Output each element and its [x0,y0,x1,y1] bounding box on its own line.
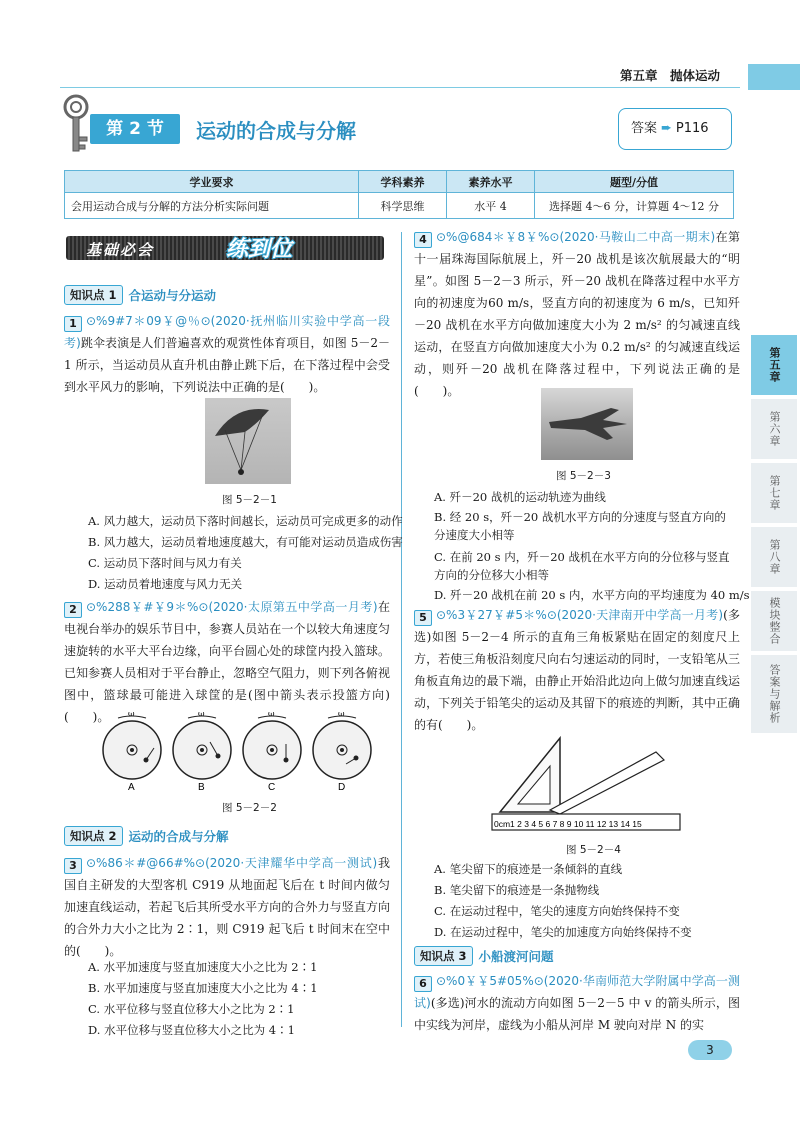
question-code: ⊙%0￥￥5#05%⊙ [436,974,544,988]
kp-title: 小船渡河问题 [478,949,554,964]
table-cell: 会用运动合成与分解的方法分析实际问题 [65,193,359,219]
tab-module[interactable]: 模块整合 [751,591,797,651]
header-rule [60,87,740,88]
option-d: D. 在运动过程中，笔尖的加速度方向始终保持不变 [434,925,692,939]
question-code: ⊙%86＊#@66#%⊙ [86,856,206,870]
chapter-title: 第五章 抛体运动 [620,68,721,83]
requirements-table [64,170,734,219]
diagram-label: C [268,782,276,792]
column-divider [401,232,402,1027]
answer-page: P116 [675,121,709,136]
page-number: 3 [688,1040,732,1060]
knowledge-point-1 [64,285,216,305]
section-badge: 第 2 节 [90,114,180,144]
page-header [0,0,800,90]
question-text: 跳伞表演是人们普遍喜欢的观赏性体育项目，如图 5－2－1 所示，当运动员从直升机由静止跳下后，在下落过程中会受到水平风力的影响，下列说法中正确的是( )。 [64,336,390,394]
option-c: C. 水平位移与竖直位移大小之比为 2∶1 [88,1002,295,1016]
omega-label: ω [198,712,205,718]
section-title: 运动的合成与分解 [196,119,356,143]
header-tab [748,64,800,90]
question-number: 1 [64,316,82,332]
option-c: C. 在前 20 s 内，歼－20 战机在水平方向的分位移与竖直方向的分位移大小相等 [434,550,730,582]
section-banner [66,232,384,266]
ruler-triangle-diagram [490,730,682,834]
option-d: D. 水平位移与竖直位移大小之比为 4∶1 [88,1023,295,1037]
tab-chapter-6[interactable]: 第六章 [751,399,797,459]
question-text: 在电视台举办的娱乐节目中，参赛人员站在一个以较大角速度匀速旋转的水平大平台边缘，向平台圆心处的球筐内投入篮球。已知参赛人员相对于平台静止，忽略空气阻力，则下列各俯视图中，篮球最可能进入球筐的是(图中箭头表示投篮方向)( )。 [64,600,391,724]
table-header: 学业要求 [65,171,359,193]
turntable-diagrams [96,712,386,792]
question-2 [64,596,390,728]
pencil [550,752,664,814]
question-3 [64,852,390,962]
question-text: (多选)河水的流动方向如图 5－2－5 中 v 的箭头所示，图中实线为河岸，虚线为小船从河岸 M 驶向对岸 N 的实 [414,996,740,1032]
question-code: ⊙%288￥#￥9＊%⊙ [86,600,209,614]
question-source: (2020·华南师范大学附属中学高一测试) [414,974,740,1010]
question-text: (多选)如图 5－2－4 所示的直角三角板紧贴在固定的刻度尺上方，若使三角板沿刻度尺向右匀速运动的同时，一支铅笔从三角板直角边的最下端，由静止开始沿此边向上做匀加速直线运动，下列关于铅笔尖的运动及其留下的痕迹的判断，其中正确的有( )。 [414,608,741,732]
question-source: (2020·抚州临川实验中学高一段考) [64,314,390,350]
question-5 [414,604,740,736]
figure-caption: 图 5－2－1 [222,494,277,506]
option-a: A. 歼－20 战机的运动轨迹为曲线 [434,490,606,504]
kp-badge: 知识点 1 [64,285,123,305]
question-number: 2 [64,602,82,618]
option-b: B. 风力越大，运动员着地速度越大，有可能对运动员造成伤害 [88,535,403,549]
diagram-d [313,712,371,792]
option-c: C. 运动员下落时间与风力有关 [88,556,242,570]
question-source: (2020·马鞍山二中高一期末) [559,230,716,244]
arrow-right-icon: ➨ [661,121,672,136]
tab-chapter-8[interactable]: 第八章 [751,527,797,587]
table-header-row [65,171,734,193]
option-b: B. 笔尖留下的痕迹是一条抛物线 [434,883,600,897]
table-cell: 水平 4 [447,193,535,219]
table-cell: 选择题 4～6 分，计算题 4～12 分 [535,193,734,219]
question-number: 4 [414,232,432,248]
question-4 [414,226,740,402]
omega-label: ω [128,712,135,718]
question-code: ⊙%3￥27￥#5＊%⊙ [436,608,557,622]
question-source: (2020·太原第五中学高一月考) [208,600,378,614]
option-a: A. 水平加速度与竖直加速度大小之比为 2∶1 [88,960,318,974]
tab-chapter-7[interactable]: 第七章 [751,463,797,523]
question-code: ⊙%@684＊￥8￥%⊙ [436,230,560,244]
omega-label: ω [338,712,345,718]
question-6 [414,970,740,1036]
option-a: A. 风力越大，运动员下落时间越长，运动员可完成更多的动作 [88,514,403,528]
diagram-a [103,712,161,792]
answer-link[interactable] [618,108,732,150]
figure-caption: 图 5－2－4 [566,844,621,856]
ruler-markings: 0cm1 2 3 4 5 6 7 8 9 10 11 12 13 14 15 [494,819,642,829]
option-a: A. 笔尖留下的痕迹是一条倾斜的直线 [434,862,623,876]
question-number: 5 [414,610,432,626]
parachute-photo [205,398,291,484]
fighter-jet-photo [541,388,633,460]
diagram-c [243,712,301,792]
figure-caption: 图 5－2－2 [222,802,277,814]
option-c: C. 在运动过程中，笔尖的速度方向始终保持不变 [434,904,680,918]
question-1 [64,310,390,398]
option-d: D. 歼－20 战机在前 20 s 内，水平方向的平均速度为 40 m/s [434,588,750,602]
chapter-tabs [748,335,800,737]
answer-label: 答案 [631,121,658,136]
tab-answers[interactable]: 答案与解析 [751,655,797,733]
question-number: 6 [414,976,432,992]
option-b: B. 经 20 s，歼－20 战机水平方向的分速度与竖直方向的分速度大小相等 [434,510,726,542]
diagram-label: D [338,782,346,792]
question-source: (2020·天津耀华中学高一测试) [205,856,378,870]
tab-chapter-5[interactable]: 第五章 [751,335,797,395]
question-number: 3 [64,858,82,874]
figure-caption: 图 5－2－3 [556,470,611,482]
kp-title: 运动的合成与分解 [128,829,229,844]
parachute-icon [205,398,291,484]
diagram-label: B [198,782,205,792]
option-b: B. 水平加速度与竖直加速度大小之比为 4∶1 [88,981,318,995]
table-header: 学科素养 [359,171,447,193]
omega-label: ω [268,712,275,718]
diagram-b [173,712,231,792]
question-source: (2020·天津南开中学高一月考) [556,608,724,622]
table-row [65,193,734,219]
question-text: 我国自主研发的大型客机 C919 从地面起飞后在 t 时间内做匀加速直线运动，若起飞后其所受水平方向的合外力与竖直方向的合外力大小之比为 2∶1，则 C919 起飞后 t 时间末在空中的( )。 [64,856,390,958]
kp-title: 合运动与分运动 [128,288,217,303]
knowledge-point-3 [414,946,554,966]
jet-icon [541,388,633,460]
knowledge-point-2 [64,826,229,846]
kp-badge: 知识点 2 [64,826,123,846]
kp-badge: 知识点 3 [414,946,473,966]
table-header: 题型/分值 [535,171,734,193]
table-header: 素养水平 [447,171,535,193]
banner-left-text: 基础必会 [86,241,155,259]
table-cell: 科学思维 [359,193,447,219]
banner-right-text: 练到位 [226,237,293,262]
question-code: ⊙%9#7＊09￥@％⊙ [86,314,211,328]
option-d: D. 运动员着地速度与风力无关 [88,577,243,591]
diagram-label: A [128,782,135,792]
question-text: 在第十一届珠海国际航展上，歼－20 战机是该次航展最大的“明星”。如图 5－2－3 所示，歼－20 战机在降落过程中水平方向的初速度为60 m/s，竖直方向的初速度为 6 m/s，已知歼－20 战机在水平方向做加速度大小为 2 m/s² 的匀减速直线运动，在竖直方向做加速度大小为 0.2 m/s² 的匀减速直线运动，则歼－20 战机在降落过程中，下列说法正确的是( )。 [414,230,740,398]
